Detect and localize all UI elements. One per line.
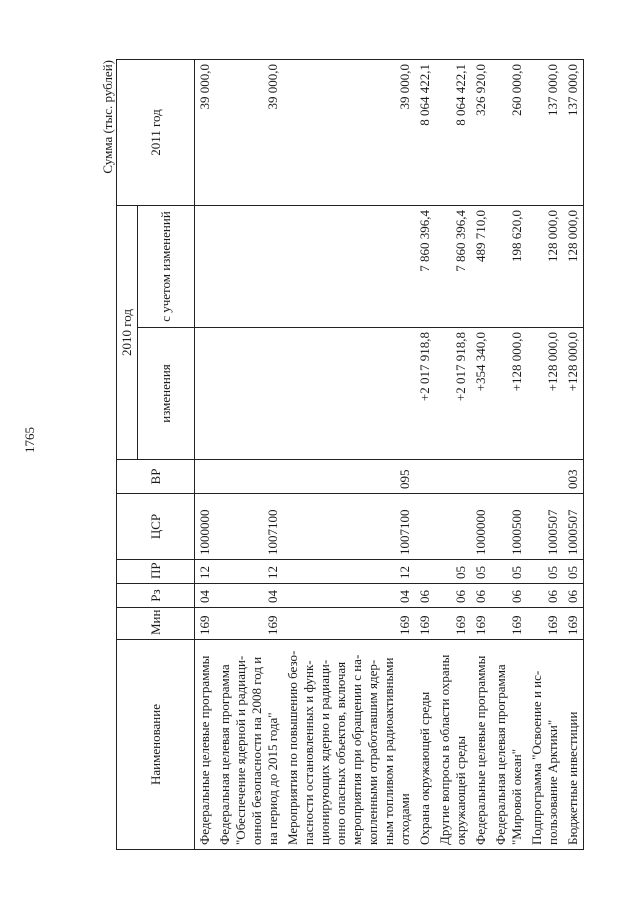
cell-changes: +354 340,0 xyxy=(471,328,491,460)
cell-changes: +128 000,0 xyxy=(563,328,584,460)
table-header xyxy=(117,60,195,850)
cell-min: 169 xyxy=(491,608,527,640)
cell-name: Федеральные целевые программы xyxy=(195,640,216,850)
cell-vr xyxy=(215,460,283,494)
table-body xyxy=(195,60,584,850)
cell-changes: +128 000,0 xyxy=(491,328,527,460)
cell-csr xyxy=(415,494,435,560)
cell-2011: 39 000,0 xyxy=(283,60,415,206)
cell-rz: 06 xyxy=(527,584,563,608)
cell-vr xyxy=(491,460,527,494)
cell-rz: 06 xyxy=(415,584,435,608)
cell-csr: 1000507 xyxy=(563,494,584,560)
table-row xyxy=(283,60,415,850)
table-row xyxy=(471,60,491,850)
cell-csr: 1000000 xyxy=(471,494,491,560)
header-csr: ЦСР xyxy=(117,494,195,560)
table-row xyxy=(491,60,527,850)
cell-name: Федеральные целевые программы xyxy=(471,640,491,850)
cell-min: 169 xyxy=(471,608,491,640)
cell-2011: 8 064 422,1 xyxy=(415,60,435,206)
cell-name: Федеральная целевая программа "Мировой океан" xyxy=(491,640,527,850)
cell-min: 169 xyxy=(527,608,563,640)
cell-csr xyxy=(435,494,471,560)
cell-with-changes: 489 710,0 xyxy=(471,206,491,328)
budget-table-container xyxy=(100,60,580,850)
budget-table xyxy=(116,59,584,850)
cell-csr: 1000507 xyxy=(527,494,563,560)
header-pr: ПР xyxy=(117,560,195,584)
cell-vr xyxy=(415,460,435,494)
table-row xyxy=(215,60,283,850)
cell-rz: 04 xyxy=(195,584,216,608)
cell-csr: 1000000 xyxy=(195,494,216,560)
cell-2011: 8 064 422,1 xyxy=(435,60,471,206)
cell-with-changes: 198 620,0 xyxy=(491,206,527,328)
cell-with-changes xyxy=(283,206,415,328)
cell-vr: 003 xyxy=(563,460,584,494)
cell-2011: 39 000,0 xyxy=(195,60,216,206)
table-row xyxy=(527,60,563,850)
cell-name: Федеральная целевая программа "Обеспечение ядерной и радиаци-онной безопасности на 2008 год и на период до 2015 года" xyxy=(215,640,283,850)
cell-rz: 04 xyxy=(215,584,283,608)
cell-pr: 12 xyxy=(215,560,283,584)
cell-pr: 12 xyxy=(195,560,216,584)
cell-with-changes: 7 860 396,4 xyxy=(435,206,471,328)
cell-2011: 137 000,0 xyxy=(527,60,563,206)
page-number: 1765 xyxy=(22,427,37,453)
cell-vr: 095 xyxy=(283,460,415,494)
header-changes: изменения xyxy=(138,328,195,460)
cell-min: 169 xyxy=(415,608,435,640)
header-year-2011: 2011 год xyxy=(117,60,195,206)
cell-pr: 05 xyxy=(435,560,471,584)
cell-2011: 39 000,0 xyxy=(215,60,283,206)
header-year-2010: 2010 год xyxy=(117,206,138,460)
cell-name: Другие вопросы в области охраны окружающей среды xyxy=(435,640,471,850)
cell-name: Подпрограмма "Освоение и ис-пользование Арктики" xyxy=(527,640,563,850)
table-row xyxy=(415,60,435,850)
cell-changes xyxy=(195,328,216,460)
table-row xyxy=(563,60,584,850)
cell-rz: 06 xyxy=(435,584,471,608)
cell-rz: 06 xyxy=(563,584,584,608)
cell-min: 169 xyxy=(195,608,216,640)
header-rz: Рз xyxy=(117,584,195,608)
cell-vr xyxy=(195,460,216,494)
cell-pr: 05 xyxy=(491,560,527,584)
cell-pr: 12 xyxy=(283,560,415,584)
table-row xyxy=(195,60,216,850)
header-vr: ВР xyxy=(117,460,195,494)
cell-vr xyxy=(527,460,563,494)
cell-with-changes xyxy=(215,206,283,328)
cell-vr xyxy=(471,460,491,494)
cell-changes xyxy=(283,328,415,460)
header-with-changes: с учетом изменений xyxy=(138,206,195,328)
cell-vr xyxy=(435,460,471,494)
cell-name: Охрана окружающей среды xyxy=(415,640,435,850)
cell-min: 169 xyxy=(435,608,471,640)
cell-changes xyxy=(215,328,283,460)
cell-with-changes: 128 000,0 xyxy=(527,206,563,328)
cell-changes: +128 000,0 xyxy=(527,328,563,460)
cell-min: 169 xyxy=(563,608,584,640)
cell-2011: 137 000,0 xyxy=(563,60,584,206)
cell-changes: +2 017 918,8 xyxy=(435,328,471,460)
cell-with-changes xyxy=(195,206,216,328)
cell-min: 169 xyxy=(215,608,283,640)
cell-rz: 04 xyxy=(283,584,415,608)
cell-name: Мероприятия по повышению безо-пасности остановленных и функ-ционирующих ядерно и радиаци-онно опасных объектов, включая мероприятия при обращении с на-копленными отработавшим ядер-ным топливом и радиоактивными отходами xyxy=(283,640,415,850)
cell-pr: 05 xyxy=(471,560,491,584)
header-row xyxy=(117,60,138,850)
cell-rz: 06 xyxy=(491,584,527,608)
header-name: Наименование xyxy=(117,640,195,850)
table-row xyxy=(435,60,471,850)
cell-pr xyxy=(415,560,435,584)
cell-min: 169 xyxy=(283,608,415,640)
cell-pr: 05 xyxy=(527,560,563,584)
cell-name: Бюджетные инвестиции xyxy=(563,640,584,850)
rotated-page-content xyxy=(100,60,580,850)
cell-csr: 1007100 xyxy=(283,494,415,560)
units-caption: Сумма (тыс. рублей) xyxy=(100,60,115,174)
cell-with-changes: 128 000,0 xyxy=(563,206,584,328)
cell-csr: 1007100 xyxy=(215,494,283,560)
cell-rz: 06 xyxy=(471,584,491,608)
cell-2011: 326 920,0 xyxy=(471,60,491,206)
cell-with-changes: 7 860 396,4 xyxy=(415,206,435,328)
cell-pr: 05 xyxy=(563,560,584,584)
cell-changes: +2 017 918,8 xyxy=(415,328,435,460)
cell-2011: 260 000,0 xyxy=(491,60,527,206)
cell-csr: 1000500 xyxy=(491,494,527,560)
header-min: Мин xyxy=(117,608,195,640)
